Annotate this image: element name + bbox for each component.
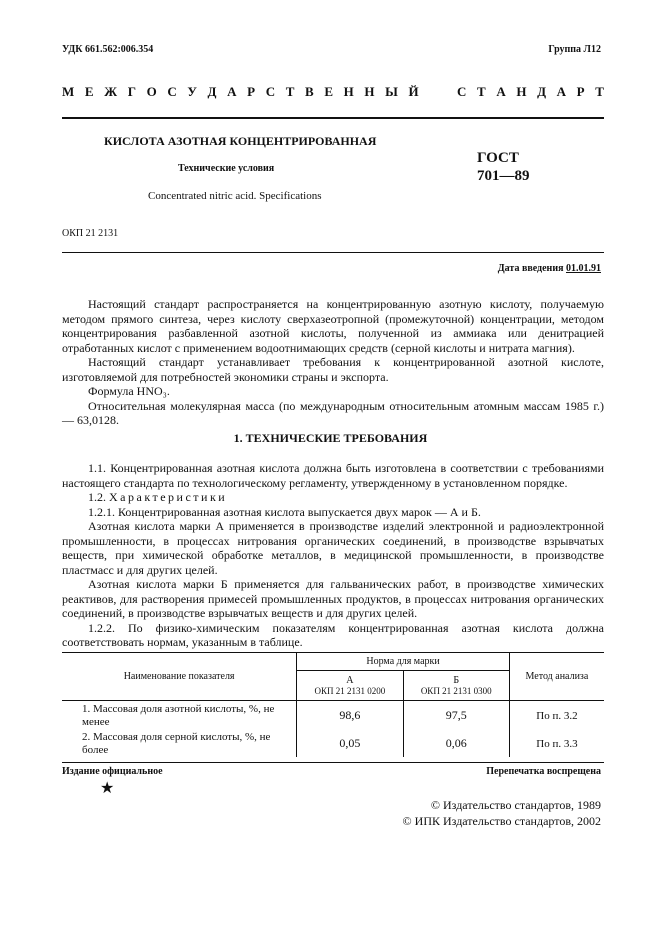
official-edition: Издание официальное	[62, 766, 163, 777]
row-1-a: 98,6	[297, 701, 403, 731]
row-2-a: 0,05	[297, 731, 403, 757]
banner-letter: А	[556, 84, 567, 99]
banner-letter	[443, 84, 446, 100]
clause-1-2-heading: Характеристики	[109, 490, 228, 504]
clause-1-2-2: 1.2.2. По физико-химическим показателям концентрированная азотная кислота должна соответствовать нормам, указанным в таблице.	[62, 620, 604, 649]
table-row	[62, 701, 604, 731]
date-label: Дата введения	[497, 263, 564, 274]
group-code: Группа Л12	[548, 44, 601, 55]
banner-letter: Т	[477, 84, 486, 99]
banner-letter: Г	[127, 84, 136, 99]
banner-letter: М	[62, 84, 75, 99]
date-value: 01.01.91	[566, 263, 601, 274]
row-1-b: 97,5	[403, 701, 509, 731]
banner-letter: Т	[285, 84, 295, 99]
gost-code: 701—89	[477, 168, 530, 184]
brand-b-usage: Азотная кислота марки Б применяется для гальванических работ, в производстве химических реактивов, для растворения примесей промышленных продуктов, в процессах нитрования органических соединений, в производстве взрывчатых веществ и для других целей.	[62, 577, 604, 620]
brand-a-okp: ОКП 21 2131 0200	[314, 686, 386, 696]
specification-table	[62, 652, 604, 757]
banner-letter: Н	[516, 84, 527, 99]
intro-text	[62, 297, 604, 428]
intro-paragraph-1: Настоящий стандарт распространяется на концентрированную азотную кислоту, получаемую методом прямого синтеза, через кислоту сверхазеотропной (промежуточной) концентрации, методом концентрирования разбавленной азотной кислоты, полученной из аммиака или денитрацией отработанных кислот с применением водоотнимающих средств (серной кислоты и нитрата магния).	[62, 297, 604, 355]
header-method: Метод анализа	[509, 653, 604, 701]
banner-letter: Д	[537, 84, 547, 99]
banner-letter	[429, 84, 432, 100]
intro-formula: Формула HNO₃.	[88, 384, 170, 398]
star-icon: ★	[100, 780, 115, 797]
okp-code: ОКП 21 2131	[62, 228, 119, 239]
divider-middle	[62, 252, 604, 253]
banner-letter: Ы	[385, 84, 398, 99]
row-2-name: 2. Массовая доля серной кислоты, %, не более	[62, 731, 297, 757]
udk-code: УДК 661.562:006.354	[62, 44, 154, 55]
document-subtitle: Технические условия	[178, 163, 275, 174]
banner-letter: Т	[595, 84, 604, 99]
banner-letter: В	[305, 84, 314, 99]
copyright-1989: © Издательство стандартов, 1989	[430, 798, 601, 812]
header-brand-a	[297, 671, 403, 701]
brand-b-label: Б	[453, 675, 460, 686]
clause-1-2	[62, 490, 604, 505]
brand-b-okp: ОКП 21 2131 0300	[420, 686, 492, 696]
document-title: КИСЛОТА АЗОТНАЯ КОНЦЕНТРИРОВАННАЯ	[104, 134, 377, 148]
banner-letter: С	[167, 84, 177, 99]
section-1-title: 1. ТЕХНИЧЕСКИЕ ТРЕБОВАНИЯ	[233, 431, 428, 445]
header-brand-b	[403, 671, 509, 701]
divider-top	[62, 117, 604, 119]
banner-letter: С	[265, 84, 276, 99]
banner-letter: С	[457, 84, 467, 99]
divider-footer	[62, 762, 604, 763]
banner-letter: А	[496, 84, 506, 99]
banner-letter: Р	[247, 84, 256, 99]
clause-1-2-1: 1.2.1. Концентрированная азотная кислота выпускается двух марок — А и Б.	[88, 504, 481, 519]
copyright-2002: © ИПК Издательство стандартов, 2002	[402, 814, 601, 828]
row-1-method: По п. 3.2	[536, 709, 578, 722]
banner-letter: Ж	[104, 84, 118, 99]
row-1-name: 1. Массовая доля азотной кислоты, %, не менее	[62, 701, 297, 731]
document-title-english: Concentrated nitric acid. Specifications	[148, 190, 322, 202]
banner-letter: Д	[207, 84, 217, 99]
clause-1-2-number: 1.2.	[88, 490, 106, 504]
interstate-standard-banner	[62, 84, 604, 100]
header-norm: Норма для марки	[297, 653, 510, 671]
gost-label: ГОСТ	[477, 150, 519, 166]
intro-paragraph-2: Настоящий стандарт устанавливает требования к концентрированной азотной кислоте, изготовляемой для потребностей экономики страны и экспорта.	[62, 355, 604, 384]
brand-a-usage: Азотная кислота марки А применяется в производстве изделий электронной и радиоэлектронной промышленности, в процессах нитрования органических соединений, в производстве взрывчатых веществ, при химической обработке металлов, в медицинской промышленности, в производстве пластмасс и для других целей.	[62, 519, 604, 577]
reprint-prohibited: Перепечатка воспрещена	[486, 766, 601, 777]
row-2-method: По п. 3.3	[536, 737, 578, 750]
banner-letter: А	[227, 84, 237, 99]
header-indicator-name: Наименование показателя	[62, 653, 297, 701]
banner-letter: Р	[576, 84, 585, 99]
brand-a-label: А	[346, 675, 354, 686]
table-row	[62, 731, 604, 757]
banner-letter: Е	[324, 84, 333, 99]
banner-letter: Н	[364, 84, 375, 99]
banner-letter: У	[187, 84, 197, 99]
banner-letter: Й	[408, 84, 419, 99]
clause-1-1: 1.1. Концентрированная азотная кислота должна быть изготовлена в соответствии с требованиями настоящего стандарта по технологическому регламенту, утвержденному в установленном порядке.	[62, 461, 604, 490]
banner-letter: Н	[343, 84, 354, 99]
intro-molecular-mass: Относительная молекулярная масса (по международным относительным атомным массам 1985 г.) — 63,0128.	[62, 398, 604, 427]
section-1-text	[62, 461, 604, 650]
banner-letter: О	[146, 84, 157, 99]
banner-letter: Е	[84, 84, 94, 99]
gost-number	[477, 149, 530, 185]
row-2-b: 0,06	[403, 731, 509, 757]
introduction-date	[498, 263, 601, 274]
copyright-block	[403, 797, 601, 829]
